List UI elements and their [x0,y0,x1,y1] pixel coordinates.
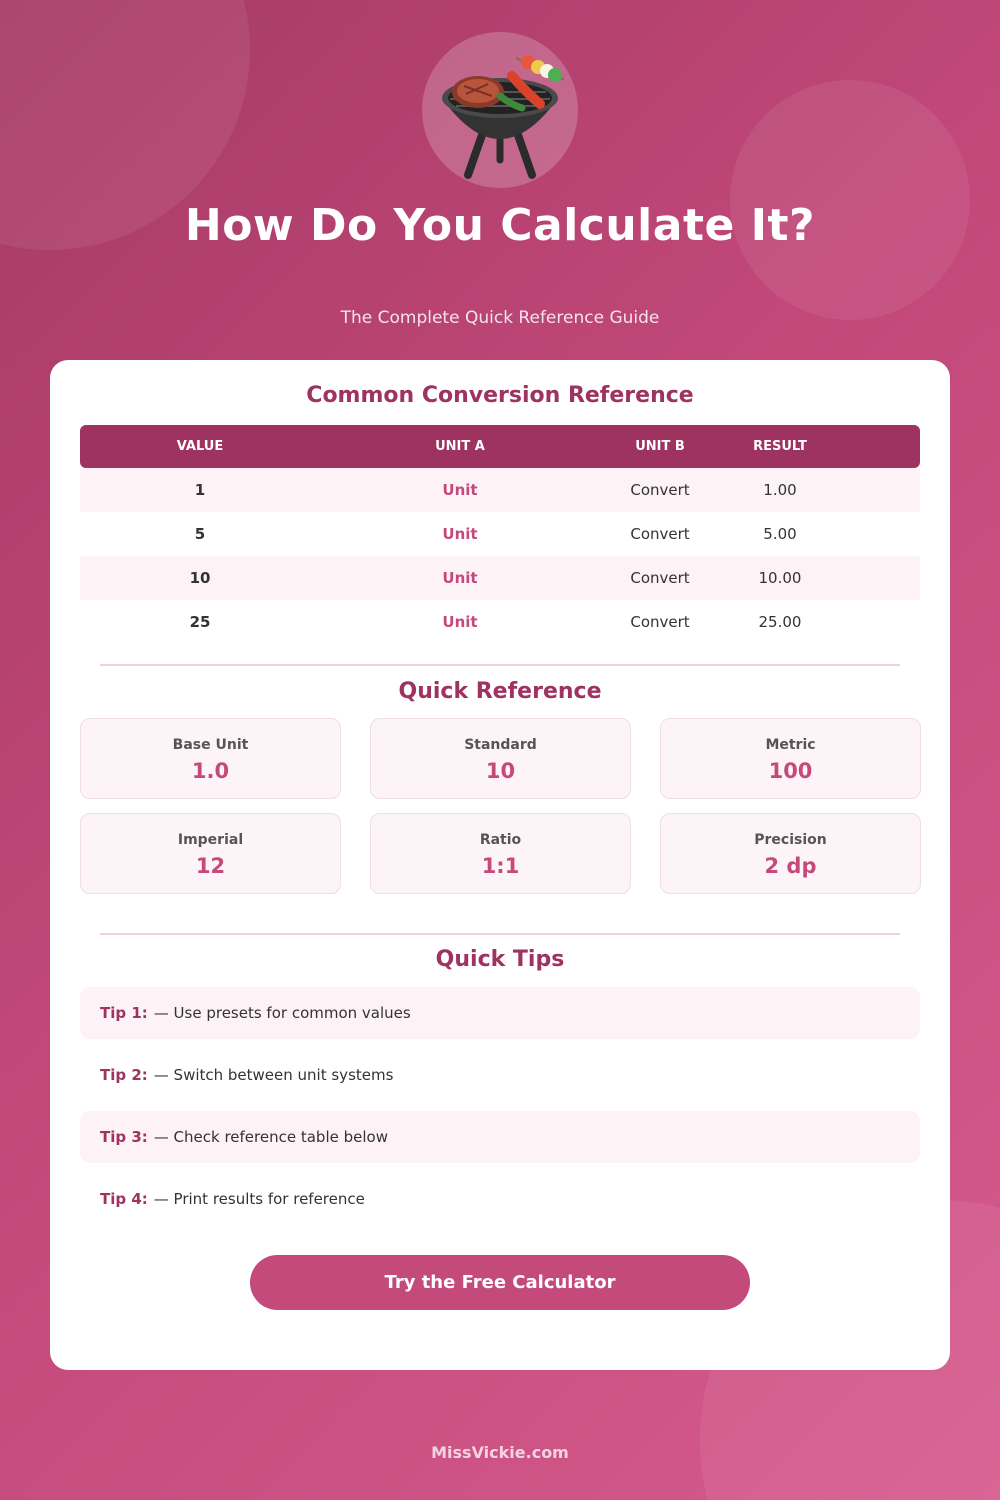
tips-list [80,987,920,1235]
table-header [80,425,920,468]
reference-value: 12 [195,854,226,878]
tip-text: — Switch between unit systems [153,1066,394,1084]
tip-label: Tip 4: [100,1190,148,1208]
tip-label: Tip 1: [100,1004,148,1022]
quick-reference-title: Quick Reference [398,679,602,704]
table-row [80,512,920,556]
cell-unit-a: Unit [442,613,478,631]
cell-unit-b: Convert [630,613,690,631]
table-row [80,468,920,512]
tip-text: — Print results for reference [153,1190,365,1208]
cell-value: 10 [189,569,211,587]
column-header-unit-b: UNIT B [635,439,685,454]
cell-unit-b: Convert [630,569,690,587]
cell-value: 5 [194,525,206,543]
reference-box-precision [660,813,921,894]
reference-label: Imperial [177,832,244,848]
table-row [80,600,920,644]
reference-label: Precision [754,832,827,848]
section-divider [100,933,900,935]
reference-value: 2 dp [764,854,817,878]
table-row [80,556,920,600]
page-subtitle: The Complete Quick Reference Guide [340,308,660,328]
cell-result: 1.00 [763,481,797,499]
reference-box-metric [660,718,921,799]
cell-result: 10.00 [758,569,802,587]
tip-text: — Use presets for common values [153,1004,411,1022]
section-divider [100,664,900,666]
cell-unit-a: Unit [442,481,478,499]
page-title: How Do You Calculate It? [184,200,816,251]
cell-unit-b: Convert [630,481,690,499]
reference-label: Ratio [479,832,522,848]
tip-label: Tip 2: [100,1066,148,1084]
reference-box-ratio [370,813,631,894]
hero-icon-circle [422,32,578,188]
tip-label: Tip 3: [100,1128,148,1146]
cell-value: 25 [189,613,211,631]
reference-box-base-unit [80,718,341,799]
tip-text: — Check reference table below [153,1128,388,1146]
reference-value: 1.0 [191,759,230,783]
cell-result: 5.00 [763,525,797,543]
cell-result: 25.00 [758,613,802,631]
tip-item [80,1049,920,1101]
barbecue-grill-icon [430,40,570,180]
reference-box-imperial [80,813,341,894]
cell-unit-a: Unit [442,525,478,543]
reference-value: 10 [485,759,516,783]
tip-item [80,1111,920,1163]
reference-card [50,360,950,1370]
cell-unit-b: Convert [630,525,690,543]
cell-value: 1 [194,481,206,499]
reference-label: Base Unit [172,737,249,753]
reference-label: Standard [464,737,537,753]
tip-item [80,987,920,1039]
reference-value: 100 [768,759,813,783]
conversion-table [80,425,920,644]
column-header-result: RESULT [753,439,807,454]
try-calculator-button[interactable]: Try the Free Calculator [250,1255,750,1310]
tip-item [80,1173,920,1225]
reference-value: 1:1 [481,854,520,878]
reference-label: Metric [765,737,816,753]
conversion-section-title: Common Conversion Reference [306,383,694,408]
quick-tips-title: Quick Tips [435,947,565,972]
reference-box-standard [370,718,631,799]
column-header-unit-a: UNIT A [435,439,485,454]
column-header-value: VALUE [176,439,224,454]
footer-brand[interactable]: MissVickie.com [431,1443,569,1462]
cell-unit-a: Unit [442,569,478,587]
